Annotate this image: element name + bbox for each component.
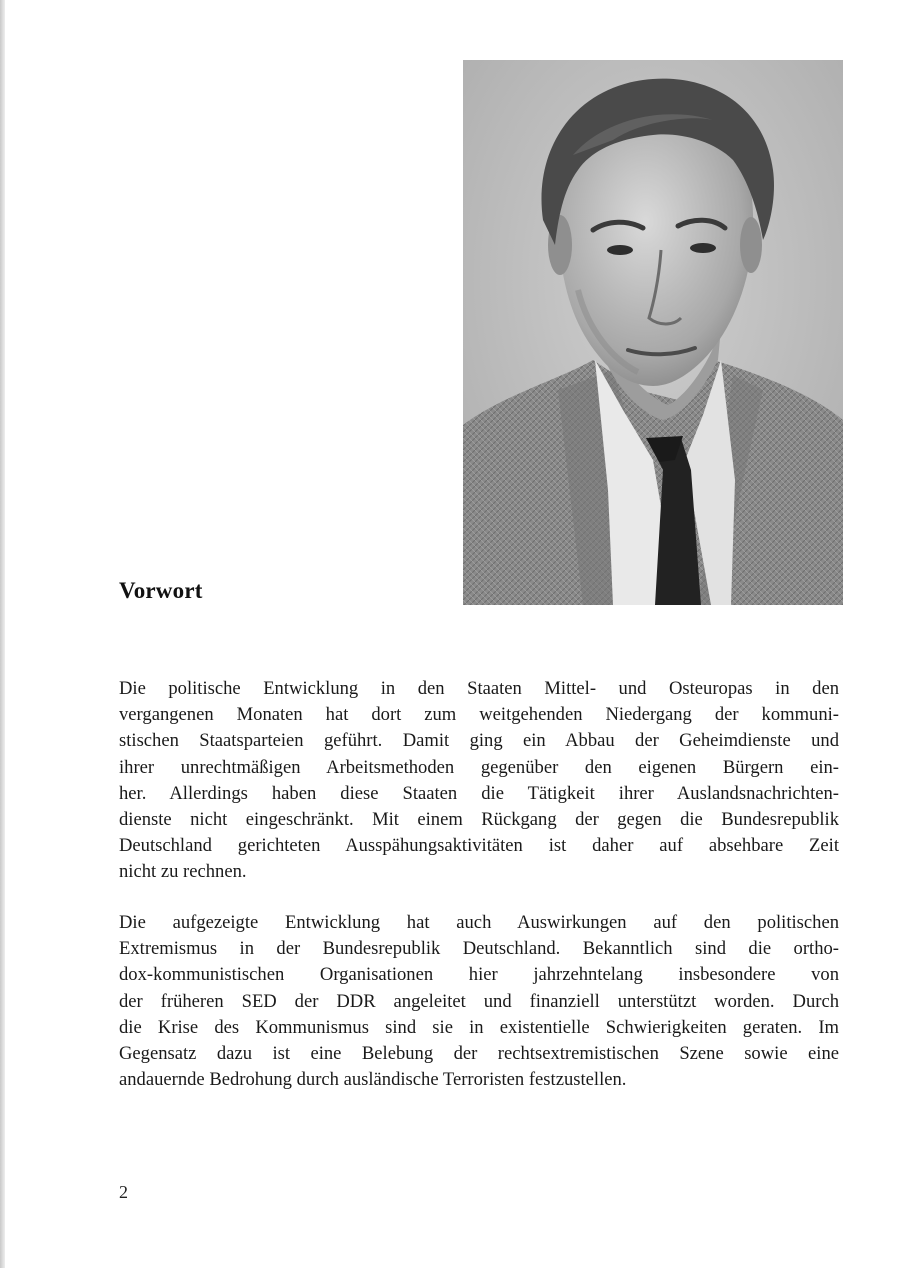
text-line: vergangenen Monaten hat dort zum weitgehenden Niedergang der kommuni- [119,704,839,726]
text-line: andauernde Bedrohung durch ausländische Terroristen festzustellen. [119,1069,627,1091]
text-line: Die politische Entwicklung in den Staaten Mittel- und Osteuropas in den [119,678,839,699]
text-line: die Krise des Kommunismus sind sie in existentielle Schwierigkeiten geraten. Im [119,1016,839,1038]
text-line: her. Allerdings haben diese Staaten die Tätigkeit ihrer Auslandsnachrichten- [119,782,839,804]
text-line: ihrer unrechtmäßigen Arbeitsmethoden gegenüber den eigenen Bürgern ein- [119,756,839,778]
portrait-photo [463,60,843,605]
page-number: 2 [119,1182,128,1202]
text-line: Die aufgezeigte Entwicklung hat auch Auswirkungen auf den politischen [119,912,839,933]
text-line: Extremismus in der Bundesrepublik Deutschland. Bekanntlich sind die ortho- [119,938,839,960]
text-line: der früheren SED der DDR angeleitet und finanziell unterstützt worden. Durch [119,990,839,1012]
text-line: dienste nicht eingeschränkt. Mit einem Rückgang der gegen die Bundesrepublik [119,808,839,830]
text-line: dox-kommunistischen Organisationen hier jahrzehntelang insbesondere von [119,964,839,986]
paragraph [119,910,839,1093]
text-line: stischen Staatsparteien geführt. Damit ging ein Abbau der Geheimdienste und [119,730,839,752]
text-line: Deutschland gerichteten Ausspähungsaktivitäten ist daher auf absehbare Zeit [119,835,839,857]
text-line: Gegensatz dazu ist eine Belebung der rechtsextremistischen Szene sowie eine [119,1042,839,1064]
paragraph [119,676,839,886]
section-heading: Vorwort [119,578,203,603]
text-line: nicht zu rechnen. [119,861,247,883]
page-edge-shadow [0,0,5,1268]
